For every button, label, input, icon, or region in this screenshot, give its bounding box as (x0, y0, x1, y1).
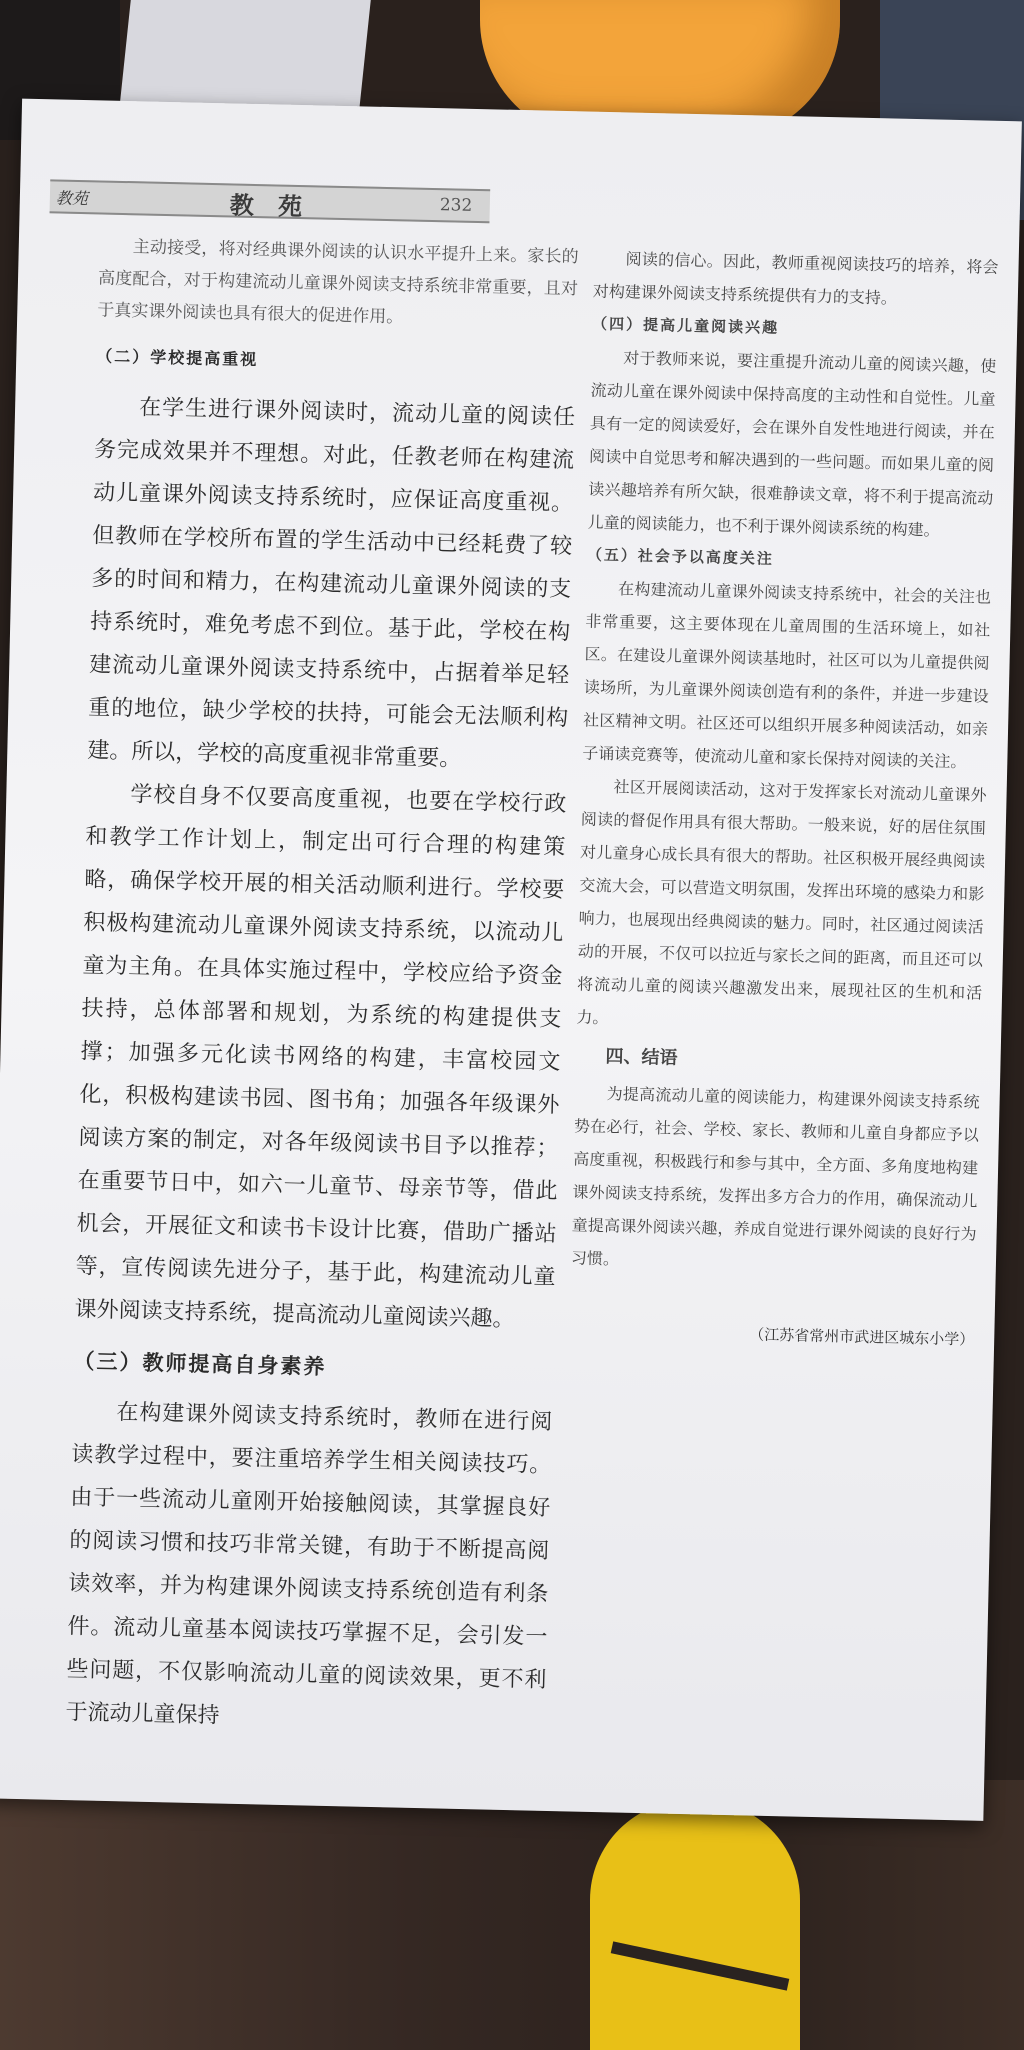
paragraph: 在构建课外阅读支持系统时，教师在进行阅读教学过程中，要注重培养学生相关阅读技巧。由于一些流动儿童刚开始接触阅读，其掌握良好的阅读习惯和技巧非常关键，有助于不断提高阅读效率，并为构建课外阅读支持系统创造有利条件。流动儿童基本阅读技巧掌握不足，会引发一些问题，不仅影响流动儿童的阅读效果，更不利于流动儿童保持 (65, 1400, 553, 1729)
author-affiliation: （江苏省常州市武进区城东小学） (749, 1325, 975, 1349)
subheading: （三）教师提高自身素养 (73, 1348, 327, 1379)
journal-logo: 教苑 (55, 188, 89, 209)
paragraph: 为提高流动儿童的阅读能力，构建课外阅读支持系统势在必行，社会、学校、家长、教师和儿童自身都应予以高度重视，积极践行和参与其中，全方面、多角度地构建课外阅读支持系统，发挥出多方合力的作用，确保流动儿童提高课外阅读兴趣，养成自觉进行课外阅读的良好行为习惯。 (570, 1084, 980, 1269)
paragraph: 阅读的信心。因此，教师重视阅读技巧的培养，将会对构建课外阅读支持系统提供有力的支持。 (592, 249, 999, 308)
paragraph: 学校自身不仅要高度重视，也要在学校行政和教学工作计划上，制定出可行合理的构建策略，确保学校开展的相关活动顺利进行。学校要积极构建流动儿童课外阅读支持系统，以流动儿童为主角。在具体实施过程中，学校应给予资金扶持，总体部署和规划，为系统的构建提供支撑；加强多元化读书网络的构建，丰富校园文化，积极构建读书园、图书角；加强各年级课外阅读方案的制定，对各年级阅读书目予以推荐；在重要节日中，如六一儿童节、母亲节等，借此机会，开展征文和读书卡设计比赛，借助广播站等，宣传阅读先进分子，基于此，构建流动儿童课外阅读支持系统，提高流动儿童阅读兴趣。 (74, 782, 567, 1333)
paragraph: 对于教师来说，要注重提升流动儿童的阅读兴趣，使流动儿童在课外阅读中保持高度的主动性和自觉性。儿童具有一定的阅读爱好，会在课外自发性地进行阅读，并在阅读中自觉思考和解决遇到的一些问题。而如果儿童的阅读兴趣培养有所欠缺，很难静读文章，将不利于提高流动儿童的阅读能力，也不利于课外阅读系统的构建。 (587, 348, 997, 540)
magazine-page (0, 99, 1022, 1821)
background-table (0, 1780, 1024, 2050)
subheading: （四）提高儿童阅读兴趣 (591, 314, 780, 337)
yellow-slipper (590, 1800, 800, 2050)
paragraph: 在学生进行课外阅读时，流动儿童的阅读任务完成效果并不理想。对此，任教老师在构建流动儿童课外阅读支持系统时，应保证高度重视。但教师在学校所布置的学生活动中已经耗费了较多的时间和精力，在构建流动儿童课外阅读的支持系统时，难免考虑不到位。基于此，学校在构建流动儿童课外阅读支持系统中，占据着举足轻重的地位，缺少学校的扶持，可能会无法顺利构建。所以，学校的高度重视非常重要。 (87, 395, 576, 772)
background-paper-scrap (119, 0, 371, 110)
page-number: 232 (439, 195, 473, 216)
subheading: （二）学校提高重视 (96, 346, 259, 370)
paragraph: 在构建流动儿童课外阅读支持系统中，社会的关注也非常重要，这主要体现在儿童周围的生活环境上，如社区。在建设儿童课外阅读基地时，社区可以为儿童提供阅读场所，为儿童课外阅读创造有利的条件，并进一步建设社区精神文明。社区还可以组织开展多种阅读活动，如亲子诵读竞赛等，使流动儿童和家长保持对阅读的关注。 (582, 579, 992, 772)
section-heading: 四、结语 (605, 1046, 678, 1069)
subheading: （五）社会予以高度关注 (586, 545, 775, 568)
right-column (569, 242, 999, 1357)
journal-title: 教 苑 (229, 190, 311, 222)
running-header (50, 179, 491, 223)
paragraph: 主动接受，将对经典课外阅读的认识水平提升上来。家长的高度配合，对于构建流动儿童课外阅读支持系统非常重要，且对于真实课外阅读也具有很大的促进作用。 (97, 237, 579, 328)
left-column (65, 230, 579, 1745)
paragraph: 社区开展阅读活动，这对于发挥家长对流动儿童课外阅读的督促作用具有很大帮助。一般来说，好的居住氛围对儿童身心成长具有很大的帮助。社区积极开展经典阅读交流大会，可以营造文明氛围，发挥出环境的感染力和影响力，也展现出经典阅读的魅力。同时，社区通过阅读活动的开展，不仅可以拉近与家长之间的距离，而且还可以将流动儿童的阅读兴趣激发出来，展现社区的生机和活力。 (576, 777, 987, 1028)
